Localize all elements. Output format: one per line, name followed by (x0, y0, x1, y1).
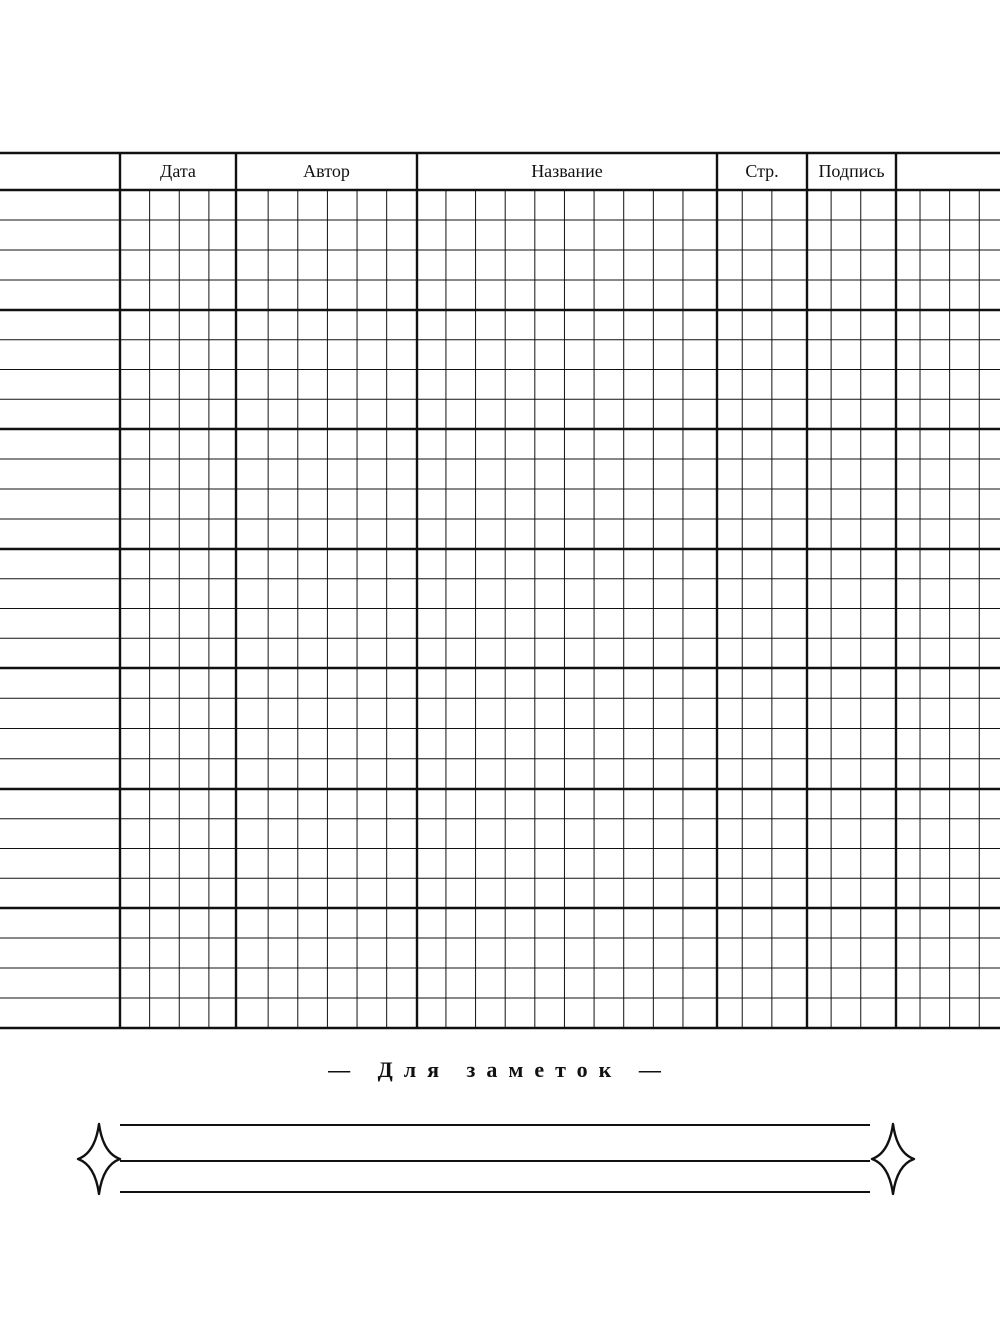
column-header-author: Автор (303, 161, 350, 181)
sparkle-star-icon (76, 1122, 122, 1196)
notes-section-title: — Для заметок — (328, 1057, 672, 1082)
column-header-page: Стр. (745, 161, 779, 181)
column-header-signature: Подпись (818, 161, 885, 181)
column-header-title: Название (531, 161, 603, 181)
sparkle-star-icon (870, 1122, 916, 1196)
column-header-date: Дата (160, 161, 196, 181)
